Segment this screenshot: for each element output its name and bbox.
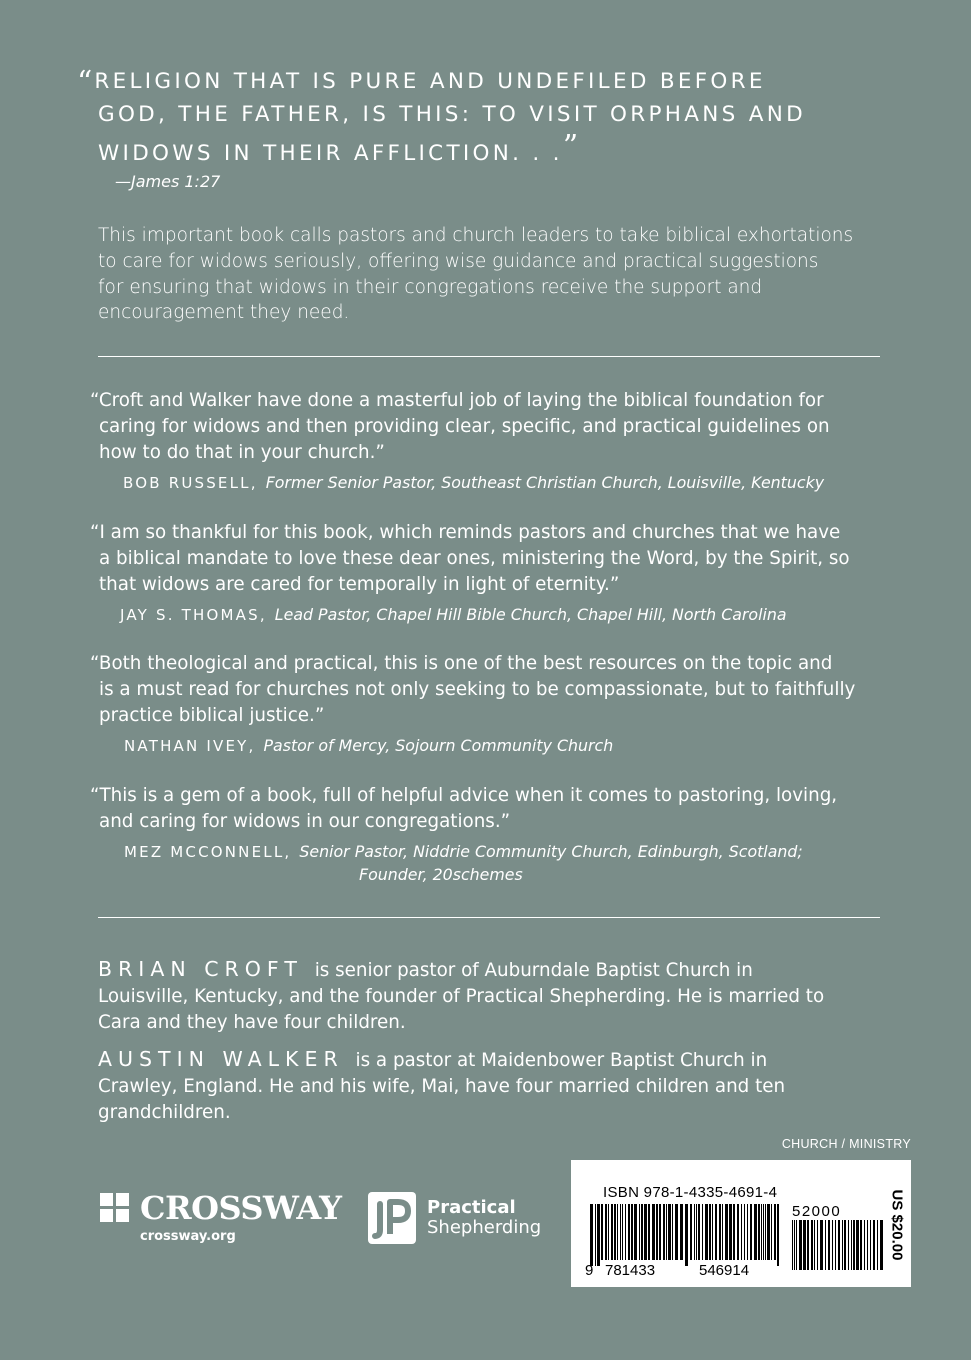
close-quote-mark: ” xyxy=(562,129,579,164)
crossway-wordmark: CROSSWAY xyxy=(140,1189,342,1227)
crossway-cross-icon xyxy=(100,1193,130,1223)
endorser-4: MEZ MCCONNELL, Senior Pastor, Niddrie Community Church, Edinburgh, Scotland; xyxy=(124,842,803,861)
divider-bottom xyxy=(98,917,880,918)
author-name-2: AUSTIN WALKER xyxy=(98,1047,344,1071)
crossway-logo xyxy=(100,1189,342,1244)
shepherding-word: Shepherding xyxy=(427,1217,542,1238)
endorsement-3: “Both theological and practical, this is one of the best resources on the topic and is a must read for churches not only seeking to be compassionate, but to faithfully practice biblical justice.” xyxy=(90,653,856,726)
crossway-website: crossway.org xyxy=(140,1229,236,1244)
epigraph-line-2: GOD, THE FATHER, IS THIS: TO VISIT ORPHANS AND xyxy=(98,102,806,127)
author-name-1: BRIAN CROFT xyxy=(98,957,303,981)
endorsement-4: “This is a gem of a book, full of helpful advice when it comes to pastoring, loving, and caring for widows in our congregations.” xyxy=(90,785,838,832)
practical-word: Practical xyxy=(427,1197,516,1218)
epigraph-quote xyxy=(77,66,897,170)
endorser-2: JAY S. THOMAS, Lead Pastor, Chapel Hill Bible Church, Chapel Hill, North Carolina xyxy=(120,605,787,624)
price-barcode xyxy=(792,1220,884,1276)
price-code: 52000 xyxy=(792,1203,842,1220)
isbn-barcode xyxy=(590,1204,780,1266)
endorsement-1: “Croft and Walker have done a masterful job of laying the biblical foundation for caring for widows and then providing clear, specific, and practical guidelines on how to do that in your church.” xyxy=(90,390,830,463)
endorser-3: NATHAN IVEY, Pastor of Mercy, Sojourn Community Church xyxy=(124,736,614,755)
barcode-panel: ISBN 978-1-4335-4691-4 9 781433 546914 52000 US $20.00 xyxy=(571,1160,911,1287)
endorser-4-role-cont: Founder, 20schemes xyxy=(359,865,523,884)
epigraph-attribution: —James 1:27 xyxy=(115,172,221,191)
endorsement-2: “I am so thankful for this book, which reminds pastors and churches that we have a biblical mandate to love these dear ones, ministering the Word, by the Spirit, so that widows are cared for temporally in light of eternity.” xyxy=(90,522,850,595)
price-label: US $20.00 xyxy=(888,1189,906,1261)
divider-top xyxy=(98,356,880,357)
open-quote-mark: “ xyxy=(77,65,93,100)
endorser-1: BOB RUSSELL, Former Senior Pastor, Southeast Christian Church, Louisville, Kentucky xyxy=(123,473,825,492)
book-description: This important book calls pastors and church leaders to take biblical exhortations to care for widows seriously, offering wise guidance and practical suggestions for ensuring that widows in their congregations receive the support and encouragement they need. xyxy=(98,225,854,324)
practical-shepherding-logo xyxy=(366,1190,541,1246)
author-bio-1: BRIAN CROFT is senior pastor of Auburndale Baptist Church in Louisville, Kentucky, and the founder of Practical Shepherding. He is married to Cara and they have four children. xyxy=(98,957,825,1033)
isbn-label: ISBN 978-1-4335-4691-4 xyxy=(603,1184,778,1201)
book-category: CHURCH / MINISTRY xyxy=(781,1137,911,1151)
author-bio-2: AUSTIN WALKER is a pastor at Maidenbower Baptist Church in Crawley, England. He and his wife, Mai, have four married children and ten grandchildren. xyxy=(98,1047,786,1123)
epigraph-line-1: “RELIGION THAT IS PURE AND UNDEFILED BEFORE xyxy=(77,65,766,100)
epigraph-line-3: WIDOWS IN THEIR AFFLICTION. . .” xyxy=(98,129,579,166)
practical-shepherding-icon xyxy=(366,1190,418,1246)
